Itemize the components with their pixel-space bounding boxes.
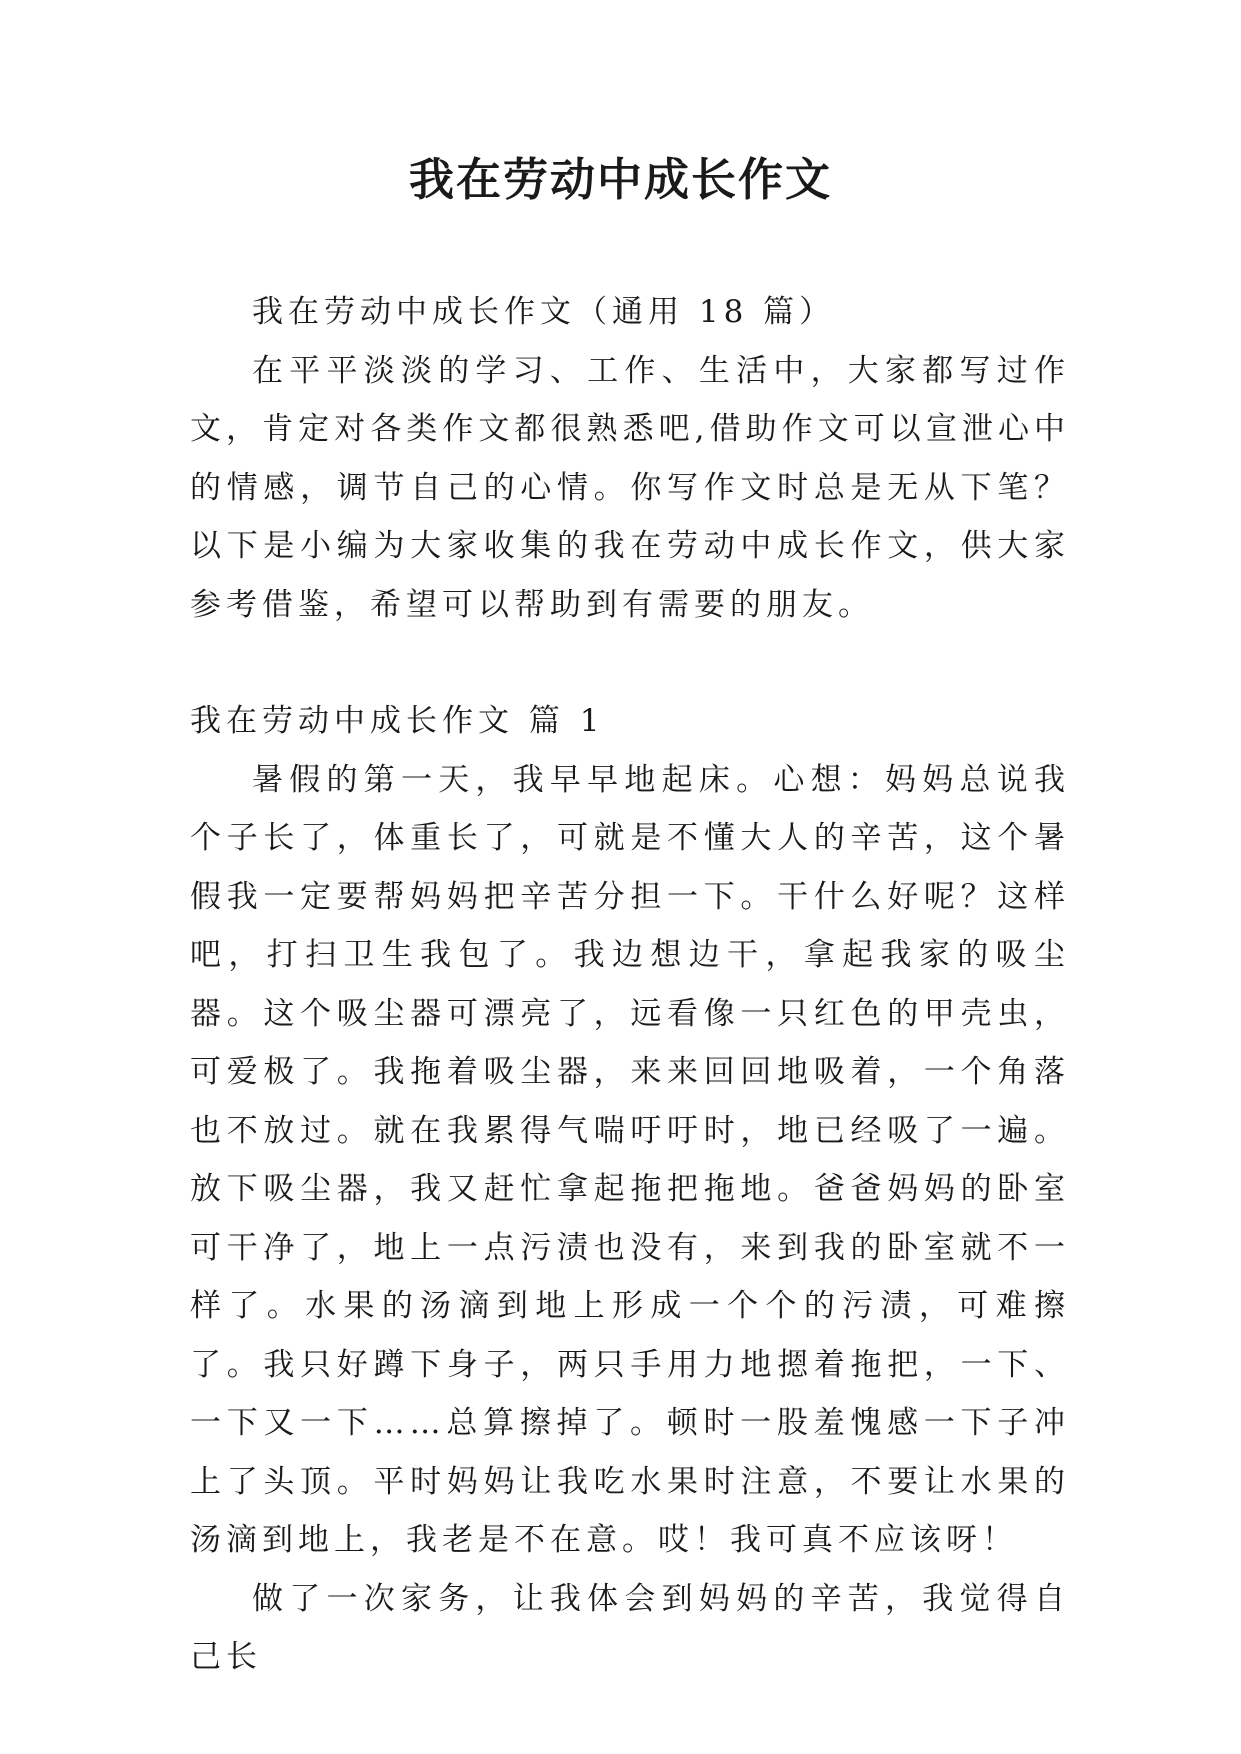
document-title: 我在劳动中成长作文 xyxy=(408,153,832,206)
document-body xyxy=(190,283,1070,1687)
document-subtitle: 我在劳动中成长作文（通用 18 篇） xyxy=(252,294,836,330)
body-paragraph: 暑假的第一天，我早早地起床。心想：妈妈总说我个子长了，体重长了，可就是不懂大人的辛苦，这个暑假我一定要帮妈妈把辛苦分担一下。干什么好呢？这样吧，打扫卫生我包了。我边想边干，拿起我家的吸尘器。这个吸尘器可漂亮了，远看像一只红色的甲壳虫，可爱极了。我拖着吸尘器，来来回回地吸着，一个角落也不放过。就在我累得气喘吁吁时，地已经吸了一遍。放下吸尘器，我又赶忙拿起拖把拖地。爸爸妈妈的卧室可干净了，地上一点污渍也没有，来到我的卧室就不一样了。水果的汤滴到地上形成一个个的污渍，可难擦了。我只好蹲下身子，两只手用力地摁着拖把，一下、一下又一下……总算擦掉了。顿时一股羞愧感一下子冲上了头顶。平时妈妈让我吃水果时注意，不要让水果的汤滴到地上，我老是不在意。哎！我可真不应该呀！ xyxy=(190,761,1070,1558)
intro-paragraph: 在平平淡淡的学习、工作、生活中，大家都写过作文，肯定对各类作文都很熟悉吧,借助作文可以宣泄心中的情感，调节自己的心情。你写作文时总是无从下笔？以下是小编为大家收集的我在劳动中成长作文，供大家参考借鉴，希望可以帮助到有需要的朋友。 xyxy=(190,352,1070,623)
body-paragraph: 做了一次家务，让我体会到妈妈的辛苦，我觉得自己长 xyxy=(190,1580,1070,1675)
section-heading: 我在劳动中成长作文 篇 1 xyxy=(190,703,605,739)
